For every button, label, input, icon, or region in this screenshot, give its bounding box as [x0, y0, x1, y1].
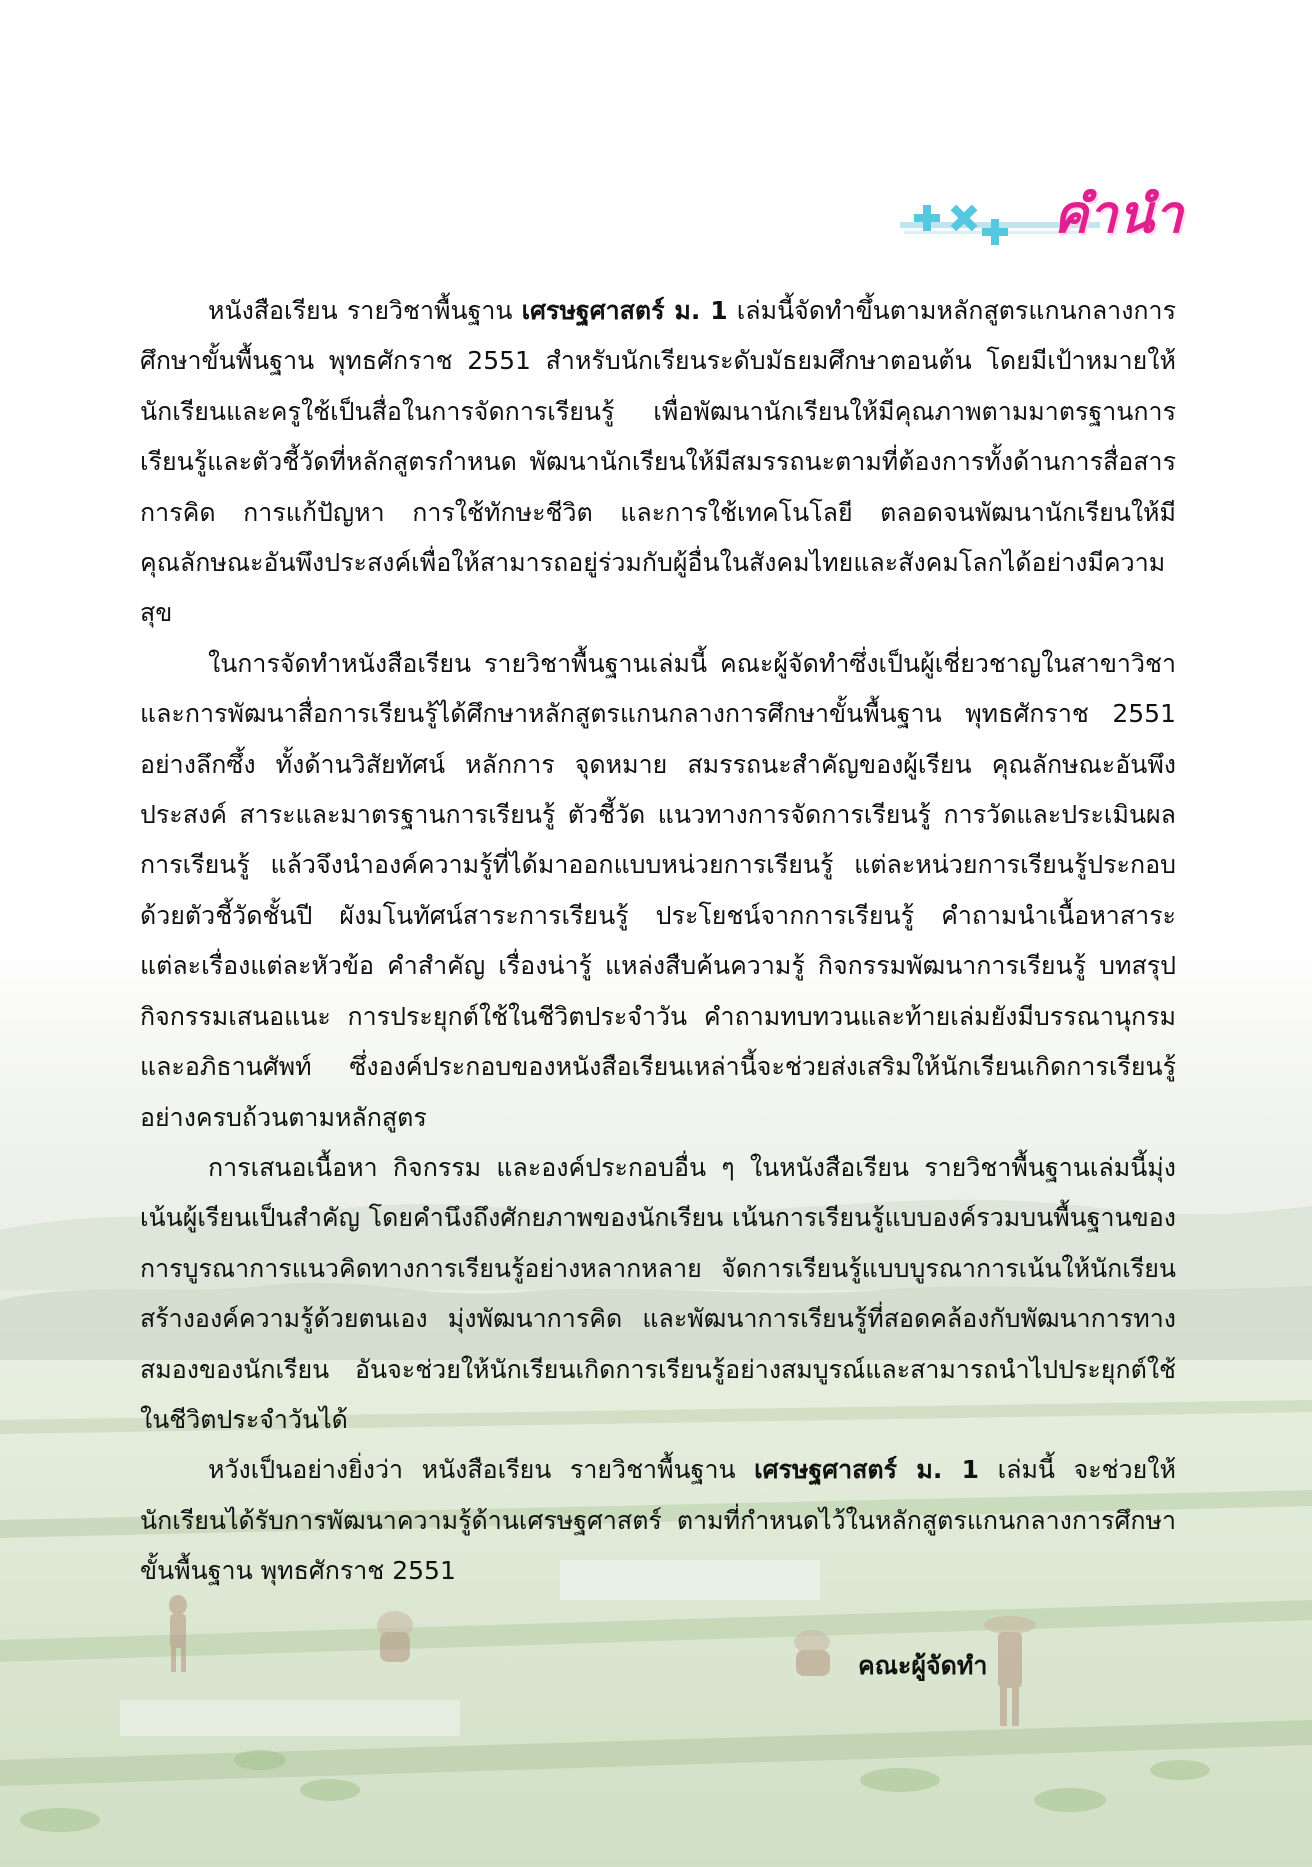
paragraph-1	[140, 286, 1176, 639]
book-title-bold: เศรษฐศาสตร์ ม. 1	[754, 1455, 980, 1485]
foreword-body	[140, 286, 1176, 1597]
paragraph-4	[140, 1445, 1176, 1596]
paragraph-2: ในการจัดทำหนังสือเรียน รายวิชาพื้นฐานเล่มนี้ คณะผู้จัดทำซึ่งเป็นผู้เชี่ยวชาญในสาขาวิชาและการพัฒนาสื่อการเรียนรู้ได้ศึกษาหลักสูตรแกนกลางการศึกษาขั้นพื้นฐาน พุทธศักราช 2551 อย่างลึกซึ้ง ทั้งด้านวิสัยทัศน์ หลักการ จุดหมาย สมรรถนะสำคัญของผู้เรียน คุณลักษณะอันพึงประสงค์ สาระและมาตรฐานการเรียนรู้ ตัวชี้วัด แนวทางการจัดการเรียนรู้ การวัดและประเมินผลการเรียนรู้ แล้วจึงนำองค์ความรู้ที่ได้มาออกแบบหน่วยการเรียนรู้ แต่ละหน่วยการเรียนรู้ประกอบด้วยตัวชี้วัดชั้นปี ผังมโนทัศน์สาระการเรียนรู้ ประโยชน์จากการเรียนรู้ คำถามนำเนื้อหาสาระแต่ละเรื่องแต่ละหัวข้อ คำสำคัญ เรื่องน่ารู้ แหล่งสืบค้นความรู้ กิจกรรมพัฒนาการเรียนรู้ บทสรุป กิจกรรมเสนอแนะ การประยุกต์ใช้ในชีวิตประจำวัน คำถามทบทวนและท้ายเล่มยังมีบรรณานุกรมและอภิธานศัพท์ ซึ่งองค์ประกอบของหนังสือเรียนเหล่านี้จะช่วยส่งเสริมให้นักเรียนเกิดการเรียนรู้อย่างครบถ้วนตามหลักสูตร	[140, 648, 1176, 1132]
book-title-bold: เศรษฐศาสตร์ ม. 1	[521, 296, 728, 325]
paragraph-1-text-start: หนังสือเรียน รายวิชาพื้นฐาน	[208, 296, 522, 325]
paragraph-1-text-end: เล่มนี้จัดทำขึ้นตามหลักสูตรแกนกลางการศึกษาขั้นพื้นฐาน พุทธศักราช 2551 สำหรับนักเรียนระดับมัธยมศึกษาตอนต้น โดยมีเป้าหมายให้นักเรียนและครูใช้เป็นสื่อในการจัดการเรียนรู้ เพื่อพัฒนานักเรียนให้มีคุณภาพตามมาตรฐานการเรียนรู้และตัวชี้วัดที่หลักสูตรกำหนด พัฒนานักเรียนให้มีสมรรถนะตามที่ต้องการทั้งด้านการสื่อสาร การคิด การแก้ปัญหา การใช้ทักษะชีวิต และการใช้เทคโนโลยี ตลอดจนพัฒนานักเรียนให้มีคุณลักษณะอันพึงประสงค์เพื่อให้สามารถอยู่ร่วมกับผู้อื่นในสังคมไทยและสังคมโลกได้อย่างมีความสุข	[140, 296, 1177, 628]
page-title: คำนำ	[1053, 185, 1184, 245]
title-block	[900, 172, 1190, 262]
paragraph-4-text-start: หวังเป็นอย่างยิ่งว่า หนังสือเรียน รายวิชาพื้นฐาน	[208, 1455, 755, 1485]
signature: คณะผู้จัดทำ	[858, 1651, 988, 1680]
paragraph-3: การเสนอเนื้อหา กิจกรรม และองค์ประกอบอื่น ๆ ในหนังสือเรียน รายวิชาพื้นฐานเล่มนี้มุ่งเน้นผู้เรียนเป็นสำคัญ โดยคำนึงถึงศักยภาพของนักเรียน เน้นการเรียนรู้แบบองค์รวมบนพื้นฐานของการบูรณาการแนวคิดทางการเรียนรู้อย่างหลากหลาย จัดการเรียนรู้แบบบูรณาการเน้นให้นักเรียนสร้างองค์ความรู้ด้วยตนเอง มุ่งพัฒนาการคิด และพัฒนาการเรียนรู้ที่สอดคล้องกับพัฒนาการทางสมองของนักเรียน อันจะช่วยให้นักเรียนเกิดการเรียนรู้อย่างสมบูรณ์และสามารถนำไปประยุกต์ใช้ในชีวิตประจำวันได้	[140, 1152, 1176, 1434]
paragraph-4-text-end: เล่มนี้ จะช่วยให้นักเรียนได้รับการพัฒนาความรู้ด้านเศรษฐศาสตร์ ตามที่กำหนดไว้ในหลักสูตรแกนกลางการศึกษาขั้นพื้นฐาน พุทธศักราช 2551	[140, 1455, 1176, 1586]
